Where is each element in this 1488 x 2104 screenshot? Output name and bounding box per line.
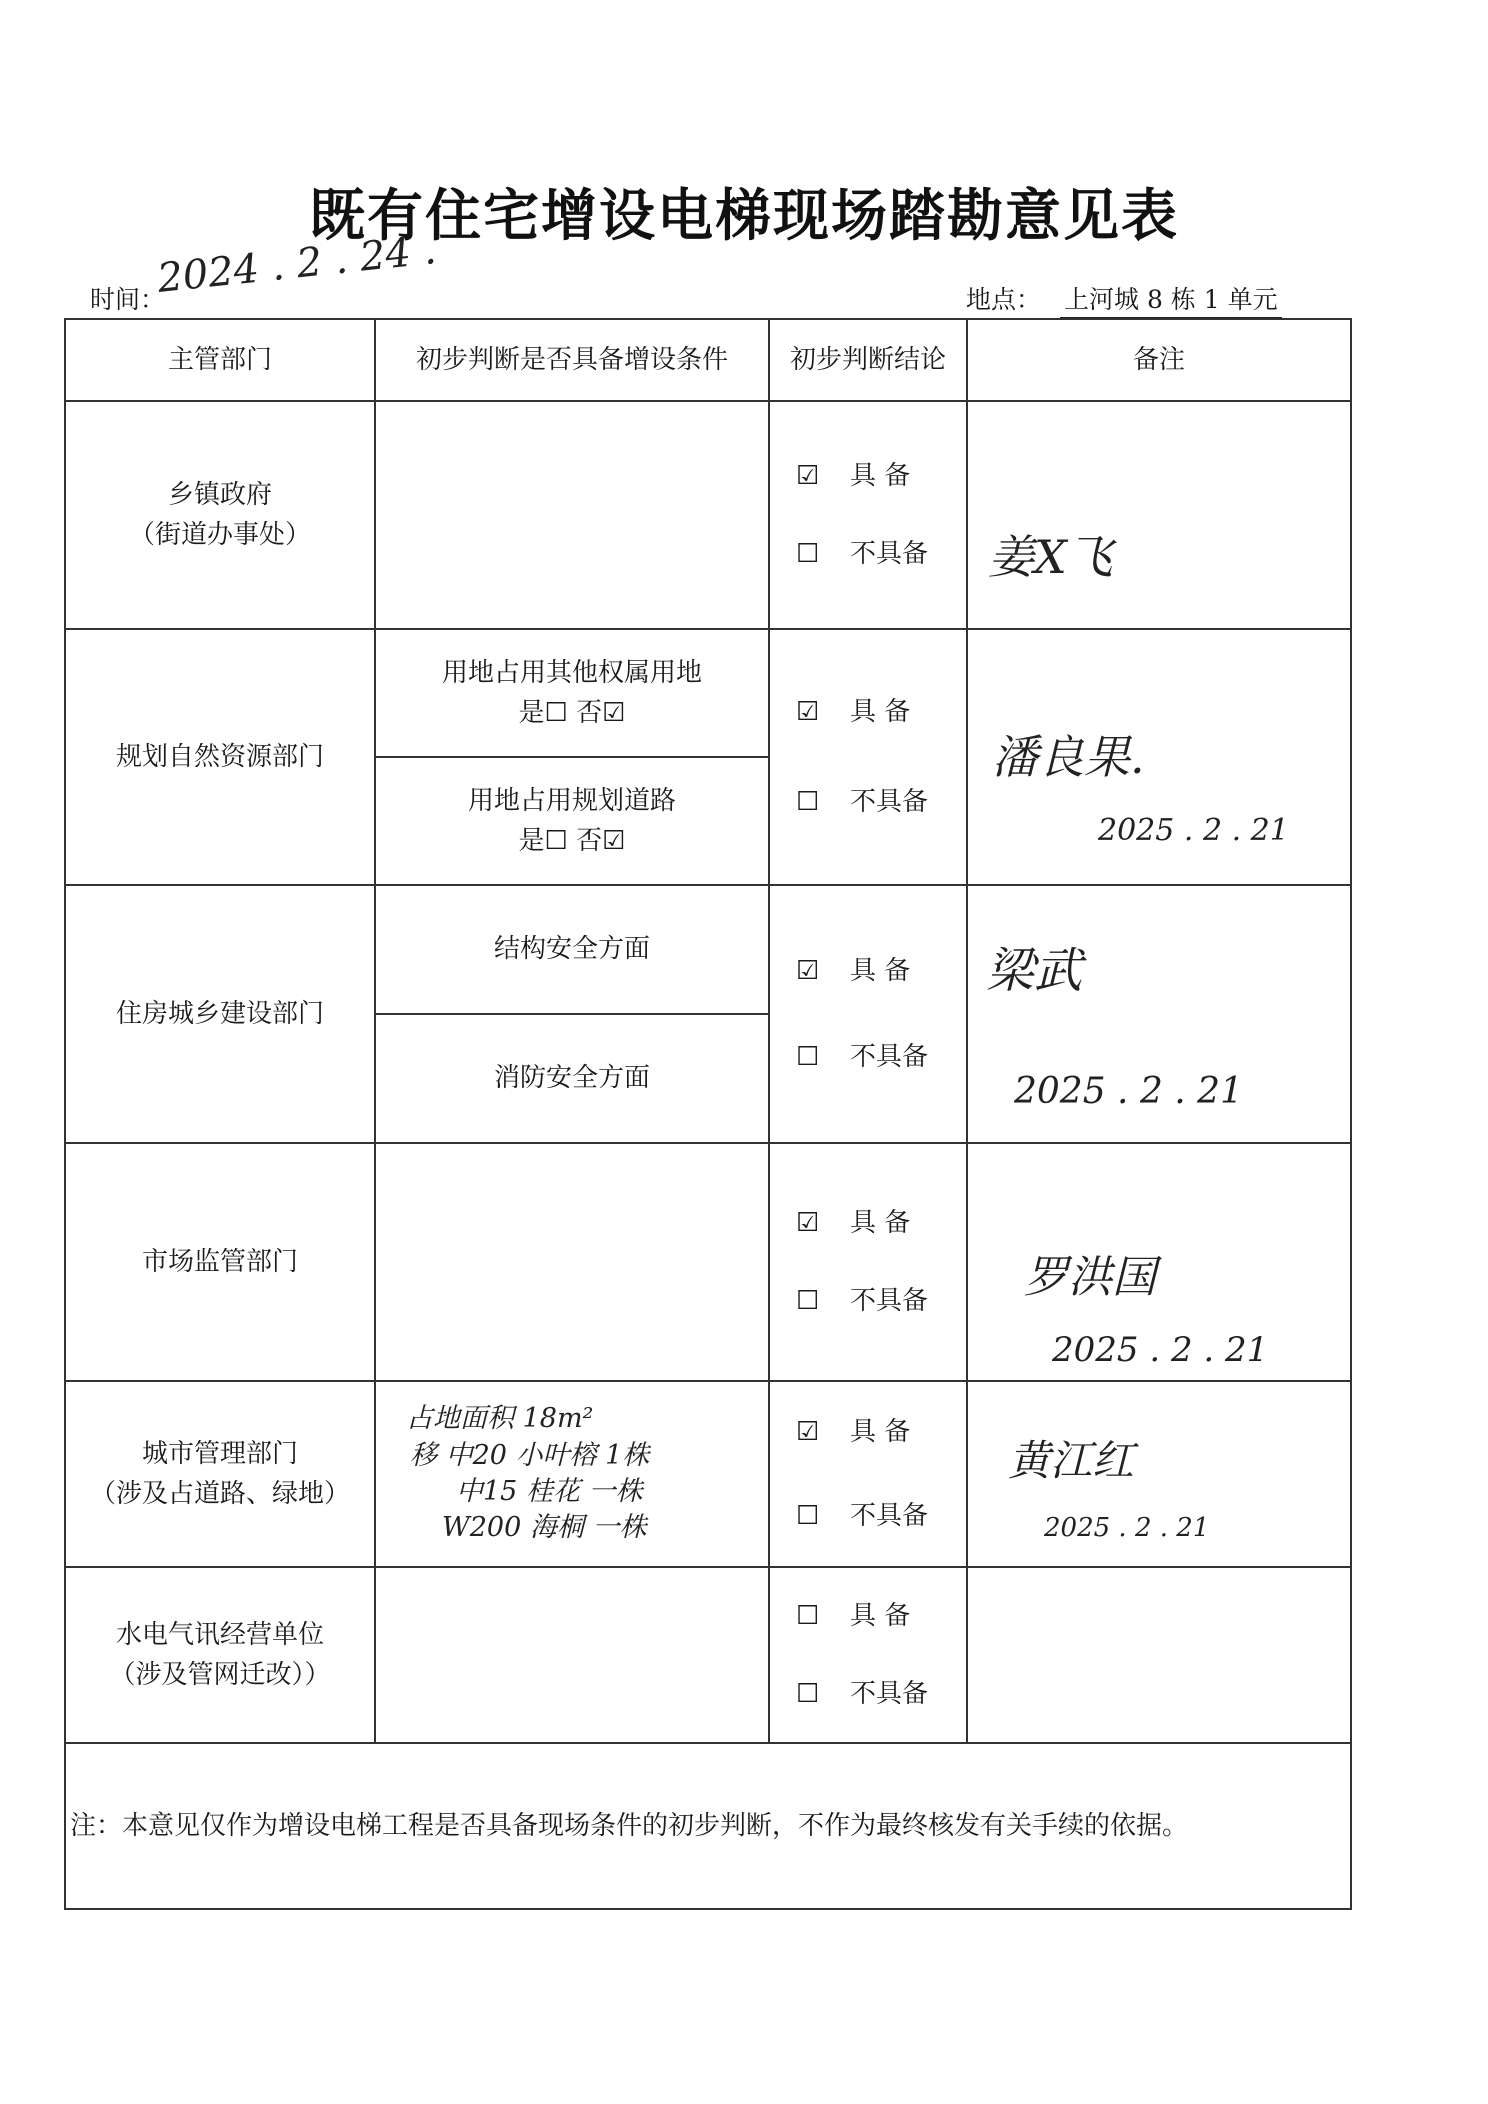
remark-cell <box>967 1567 1351 1743</box>
remark-cell <box>967 885 1351 1143</box>
signature-date: 2025 . 2 . 21 <box>1052 1330 1269 1370</box>
signature: 梁武 <box>986 943 1083 999</box>
signature-date: 2025 . 2 . 21 <box>1044 1513 1210 1543</box>
handwritten-conditions-cell <box>375 1381 769 1567</box>
checkbox-checked[interactable]: ☑ <box>796 955 820 986</box>
place-label: 地点： <box>966 285 1042 314</box>
handwritten-note: 占地面积 18m² <box>406 1403 594 1435</box>
checkbox-checked[interactable]: ☑ <box>796 1416 820 1447</box>
place-value: 上河城 8 栋 1 单元 <box>1060 280 1282 319</box>
checkbox[interactable]: ☐ <box>796 1286 820 1316</box>
conditions-cell <box>375 885 769 1143</box>
yes-no-choice[interactable]: 是☐ 否☑ <box>518 826 626 856</box>
condition-item: 用地占用规划道路 是☐ 否☑ <box>376 756 768 884</box>
department-cell: 规划自然资源部门 <box>65 629 375 885</box>
option-not-qualified[interactable]: ☐ 不具备 <box>770 1674 966 1714</box>
condition-item: 消防安全方面 <box>376 1013 768 1142</box>
conditions-cell <box>375 401 769 629</box>
remark-cell <box>967 401 1351 629</box>
remark-cell <box>967 1381 1351 1567</box>
signature: 黄江红 <box>1008 1436 1135 1485</box>
option-not-qualified[interactable]: ☐ 不具备 <box>770 1037 966 1077</box>
checkbox[interactable]: ☐ <box>796 1501 820 1531</box>
time-label: 时间： <box>90 285 166 314</box>
handwritten-date: 2024 . 2 . 24 . <box>155 226 439 302</box>
checkbox[interactable]: ☐ <box>796 1042 820 1072</box>
condition-item: 结构安全方面 <box>493 934 650 965</box>
department-cell: 城市管理部门 （涉及占道路、绿地） <box>65 1381 375 1567</box>
option-not-qualified[interactable]: ☐ 不具备 <box>770 1281 966 1321</box>
signature: 罗洪国 <box>1024 1252 1156 1303</box>
option-qualified[interactable]: ☑ 具 备 <box>770 1203 966 1243</box>
checkbox[interactable]: ☐ <box>796 787 820 817</box>
conclusion-cell <box>769 1143 967 1381</box>
conditions-cell <box>375 1567 769 1743</box>
remark-cell <box>967 629 1351 885</box>
header-conditions: 初步判断是否具备增设条件 <box>375 319 769 401</box>
option-not-qualified[interactable]: ☐ 不具备 <box>770 782 966 822</box>
yes-no-choice[interactable]: 是☐ 否☑ <box>518 698 626 728</box>
handwritten-note: 移 中20 小叶榕 1株 <box>410 1439 650 1471</box>
option-qualified[interactable]: ☐ 具 备 <box>770 1596 966 1636</box>
conclusion-cell <box>769 401 967 629</box>
header-remarks: 备注 <box>967 319 1351 401</box>
conclusion-cell <box>769 1567 967 1743</box>
form-title: 既有住宅增设电梯现场踏勘意见表 <box>309 184 1179 249</box>
conclusion-cell <box>769 629 967 885</box>
condition-item: 用地占用其他权属用地 是☐ 否☑ <box>376 630 768 756</box>
option-qualified[interactable]: ☑ 具 备 <box>770 1412 966 1452</box>
conditions-cell <box>375 1143 769 1381</box>
signature-date: 2025 . 2 . 21 <box>1098 813 1289 848</box>
table-row <box>65 1143 1351 1381</box>
checkbox[interactable]: ☐ <box>796 539 820 569</box>
conclusion-cell <box>769 885 967 1143</box>
checkbox-checked[interactable]: ☑ <box>796 696 820 727</box>
option-qualified[interactable]: ☑ 具 备 <box>770 951 966 991</box>
checkbox[interactable]: ☐ <box>796 1600 820 1631</box>
option-not-qualified[interactable]: ☐ 不具备 <box>770 534 966 574</box>
conditions-cell <box>375 629 769 885</box>
footnote: 注：本意见仅作为增设电梯工程是否具备现场条件的初步判断，不作为最终核发有关手续的依据。 <box>65 1743 1351 1909</box>
department-cell: 市场监管部门 <box>65 1143 375 1381</box>
signature: 姜X飞 <box>988 530 1113 584</box>
table-row <box>65 1381 1351 1567</box>
signature: 潘良果. <box>992 730 1145 784</box>
handwritten-note: 中15 桂花 一株 <box>456 1476 643 1507</box>
table-row <box>65 629 1351 885</box>
option-qualified[interactable]: ☑ 具 备 <box>770 456 966 496</box>
checkbox-checked[interactable]: ☑ <box>796 460 820 491</box>
header-department: 主管部门 <box>65 319 375 401</box>
handwritten-note: W200 海桐 一株 <box>442 1512 647 1544</box>
department-cell: 住房城乡建设部门 <box>65 885 375 1143</box>
conclusion-cell <box>769 1381 967 1567</box>
signature-date: 2025 . 2 . 21 <box>1014 1071 1243 1112</box>
table-row <box>65 885 1351 1143</box>
header-conclusion: 初步判断结论 <box>769 319 967 401</box>
checkbox[interactable]: ☐ <box>796 1679 820 1709</box>
survey-table <box>64 318 1352 1910</box>
remark-cell <box>967 1143 1351 1381</box>
department-cell: 乡镇政府 （街道办事处） <box>65 401 375 629</box>
table-row <box>65 401 1351 629</box>
option-not-qualified[interactable]: ☐ 不具备 <box>770 1496 966 1536</box>
header-row <box>65 319 1351 401</box>
option-qualified[interactable]: ☑ 具 备 <box>770 692 966 732</box>
department-cell: 水电气讯经营单位 （涉及管网迁改）） <box>65 1567 375 1743</box>
table-row <box>65 1567 1351 1743</box>
checkbox-checked[interactable]: ☑ <box>796 1207 820 1238</box>
note-row <box>65 1743 1351 1909</box>
